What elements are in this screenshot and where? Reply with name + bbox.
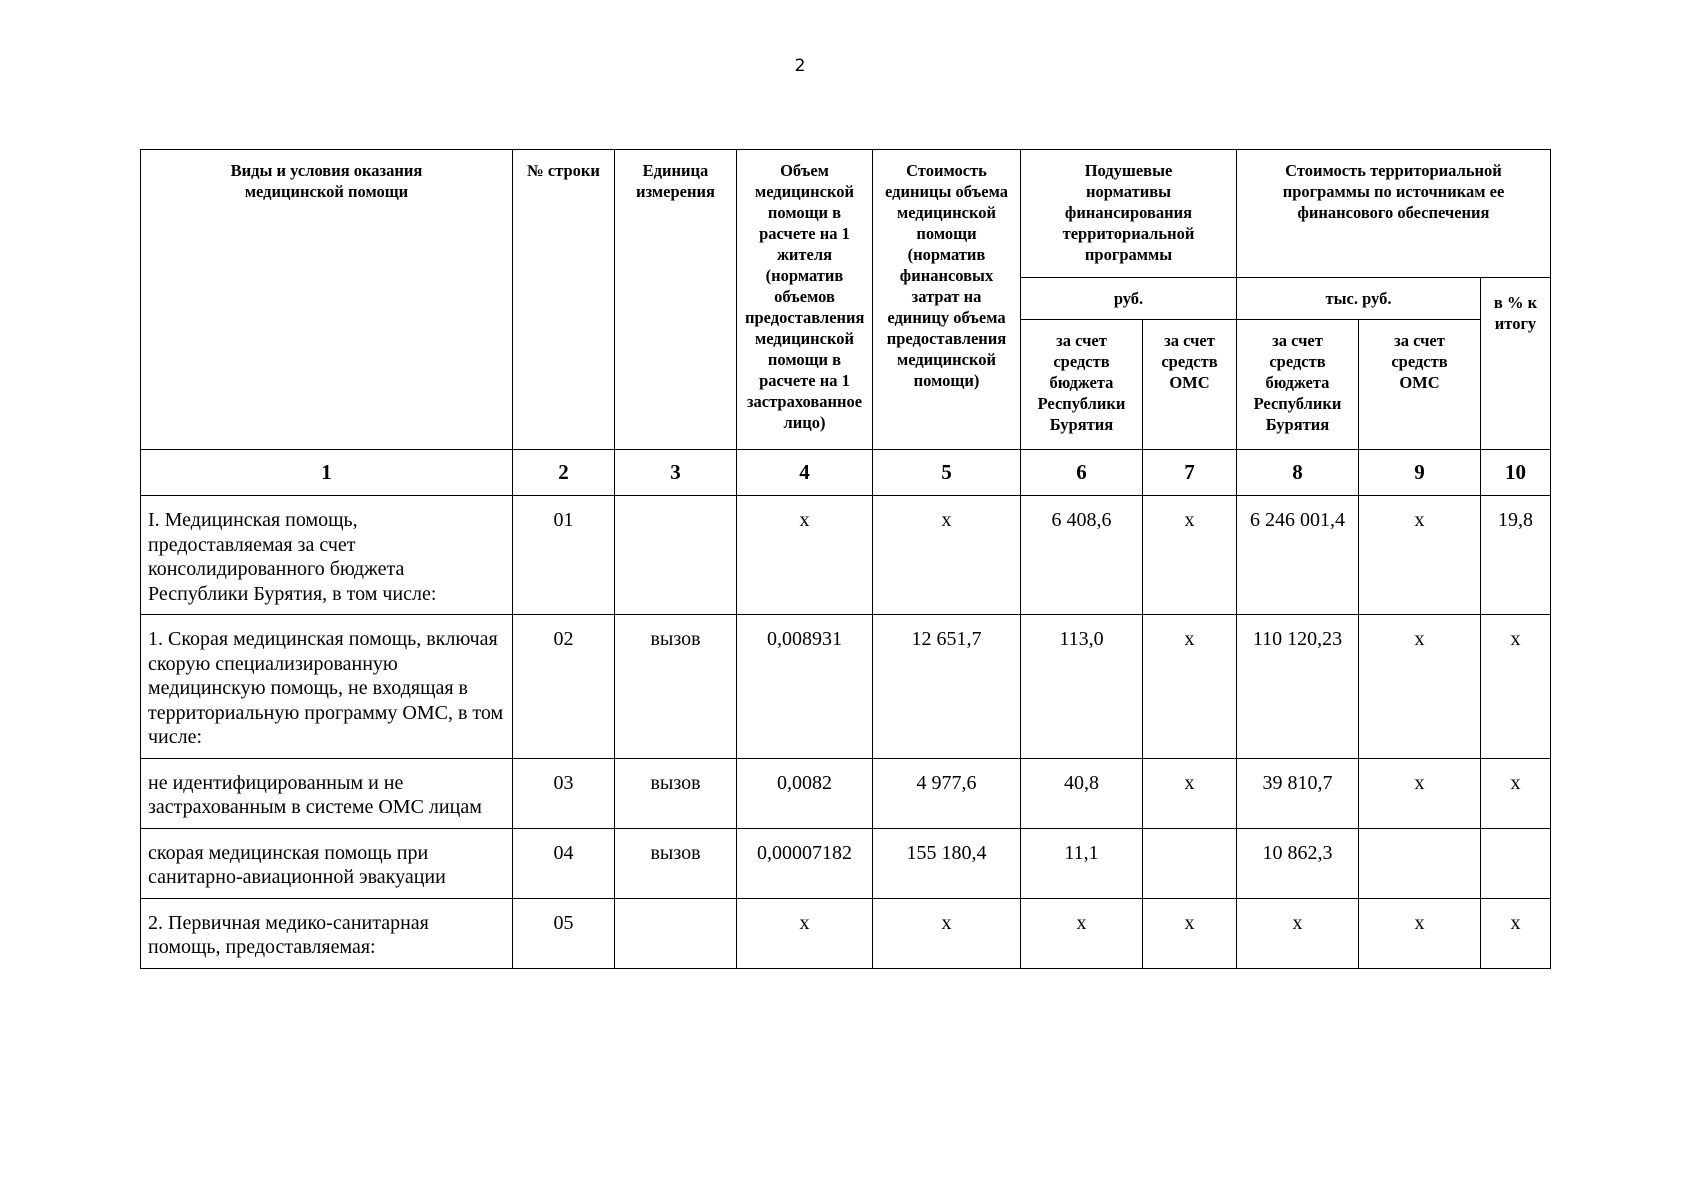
column-number: 10 bbox=[1481, 450, 1551, 496]
header-line-number: № строки bbox=[513, 150, 615, 450]
column-number: 3 bbox=[615, 450, 737, 496]
row-line-number: 05 bbox=[513, 898, 615, 968]
row-unit-cost: 155 180,4 bbox=[873, 828, 1021, 898]
table-row bbox=[141, 898, 1551, 968]
column-number: 1 bbox=[141, 450, 513, 496]
column-number: 4 bbox=[737, 450, 873, 496]
row-cost-budget: х bbox=[1237, 898, 1359, 968]
column-number: 5 bbox=[873, 450, 1021, 496]
row-volume: 0,00007182 bbox=[737, 828, 873, 898]
header-rub: руб. bbox=[1021, 278, 1237, 320]
row-unit-cost: х bbox=[873, 496, 1021, 615]
row-per-capita-oms bbox=[1143, 828, 1237, 898]
header-pc-oms: за счет средств ОМС bbox=[1143, 320, 1237, 450]
header-unit: Единица измерения bbox=[615, 150, 737, 450]
row-per-capita-budget: 40,8 bbox=[1021, 758, 1143, 828]
header-pc-budget: за счет средств бюджета Республики Бурятия bbox=[1021, 320, 1143, 450]
header-program-cost: Стоимость территориальной программы по источникам ее финансового обеспечения bbox=[1237, 150, 1551, 278]
row-cost-oms: х bbox=[1359, 758, 1481, 828]
row-volume: 0,008931 bbox=[737, 615, 873, 759]
column-number: 7 bbox=[1143, 450, 1237, 496]
row-percent: х bbox=[1481, 758, 1551, 828]
header-percent: в % к итогу bbox=[1481, 278, 1551, 450]
table-row bbox=[141, 828, 1551, 898]
row-per-capita-budget: 6 408,6 bbox=[1021, 496, 1143, 615]
row-cost-oms: х bbox=[1359, 496, 1481, 615]
row-volume: х bbox=[737, 496, 873, 615]
row-percent: х bbox=[1481, 898, 1551, 968]
column-number: 2 bbox=[513, 450, 615, 496]
row-cost-oms bbox=[1359, 828, 1481, 898]
row-unit: вызов bbox=[615, 828, 737, 898]
page-number: 2 bbox=[794, 56, 806, 76]
row-cost-budget: 6 246 001,4 bbox=[1237, 496, 1359, 615]
table-row bbox=[141, 496, 1551, 615]
column-number: 8 bbox=[1237, 450, 1359, 496]
row-volume: 0,0082 bbox=[737, 758, 873, 828]
column-number-row bbox=[141, 450, 1551, 496]
row-per-capita-budget: х bbox=[1021, 898, 1143, 968]
row-unit bbox=[615, 496, 737, 615]
row-unit-cost: х bbox=[873, 898, 1021, 968]
row-line-number: 02 bbox=[513, 615, 615, 759]
row-cost-budget: 10 862,3 bbox=[1237, 828, 1359, 898]
row-name: I. Медицинская помощь, предоставляемая за счет консолидированного бюджета Республики Бурятия, в том числе: bbox=[141, 496, 513, 615]
header-kinds-conditions: Виды и условия оказания медицинской помощи bbox=[141, 150, 513, 450]
row-name: 1. Скорая медицинская помощь, включая скорую специализированную медицинскую помощь, не входящая в территориальную программу ОМС, в том числе: bbox=[141, 615, 513, 759]
row-cost-oms: х bbox=[1359, 898, 1481, 968]
header-volume: Объем медицинской помощи в расчете на 1 жителя (норматив объемов предоставления медицинской помощи в расчете на 1 застрахованное лицо) bbox=[737, 150, 873, 450]
financing-table bbox=[140, 149, 1551, 969]
table-row bbox=[141, 758, 1551, 828]
row-percent bbox=[1481, 828, 1551, 898]
row-per-capita-oms: х bbox=[1143, 496, 1237, 615]
row-percent: 19,8 bbox=[1481, 496, 1551, 615]
row-percent: х bbox=[1481, 615, 1551, 759]
row-cost-oms: х bbox=[1359, 615, 1481, 759]
row-per-capita-oms: х bbox=[1143, 898, 1237, 968]
header-per-capita: Подушевые нормативы финансирования территориальной программы bbox=[1021, 150, 1237, 278]
row-line-number: 01 bbox=[513, 496, 615, 615]
header-unit-cost: Стоимость единицы объема медицинской помощи (норматив финансовых затрат на единицу объема предоставления медицинской помощи) bbox=[873, 150, 1021, 450]
row-per-capita-oms: х bbox=[1143, 758, 1237, 828]
table-row bbox=[141, 615, 1551, 759]
row-unit-cost: 4 977,6 bbox=[873, 758, 1021, 828]
row-cost-budget: 110 120,23 bbox=[1237, 615, 1359, 759]
row-name: не идентифицированным и не застрахованным в системе ОМС лицам bbox=[141, 758, 513, 828]
column-number: 6 bbox=[1021, 450, 1143, 496]
row-per-capita-budget: 11,1 bbox=[1021, 828, 1143, 898]
row-unit: вызов bbox=[615, 615, 737, 759]
row-name: скорая медицинская помощь при санитарно-авиационной эвакуации bbox=[141, 828, 513, 898]
row-line-number: 03 bbox=[513, 758, 615, 828]
row-unit-cost: 12 651,7 bbox=[873, 615, 1021, 759]
row-cost-budget: 39 810,7 bbox=[1237, 758, 1359, 828]
row-per-capita-oms: х bbox=[1143, 615, 1237, 759]
row-unit bbox=[615, 898, 737, 968]
header-cost-budget: за счет средств бюджета Республики Бурятия bbox=[1237, 320, 1359, 450]
header-thous-rub: тыс. руб. bbox=[1237, 278, 1481, 320]
row-unit: вызов bbox=[615, 758, 737, 828]
column-number: 9 bbox=[1359, 450, 1481, 496]
row-volume: х bbox=[737, 898, 873, 968]
row-name: 2. Первичная медико-санитарная помощь, предоставляемая: bbox=[141, 898, 513, 968]
header-cost-oms: за счет средств ОМС bbox=[1359, 320, 1481, 450]
row-per-capita-budget: 113,0 bbox=[1021, 615, 1143, 759]
row-line-number: 04 bbox=[513, 828, 615, 898]
